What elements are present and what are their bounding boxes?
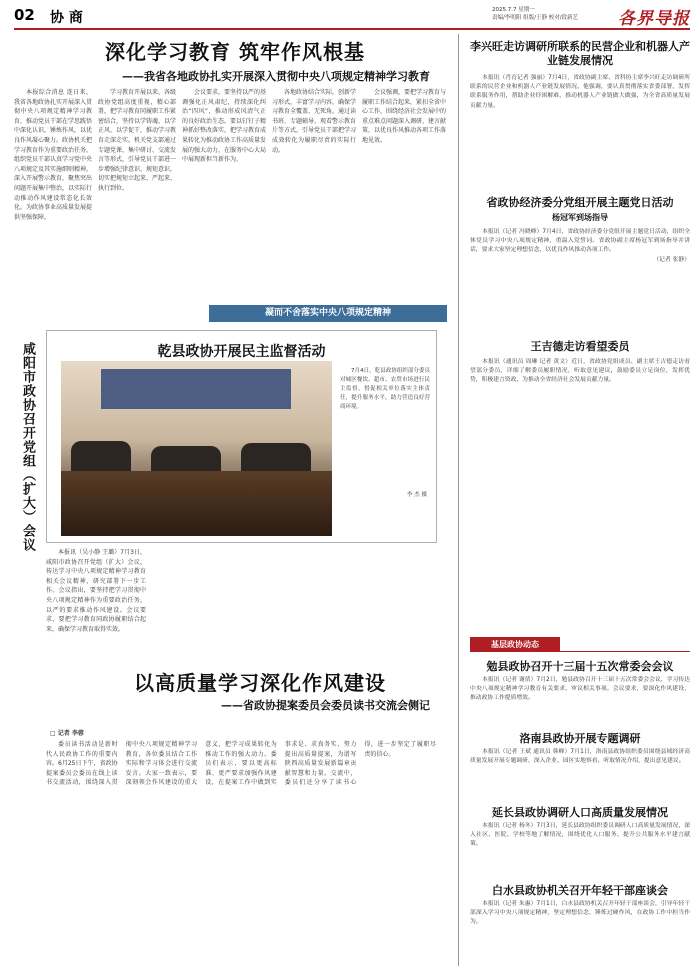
photo-news-box — [46, 330, 437, 543]
section-banner: 基层政协动态 — [470, 637, 560, 652]
right-article-body: 本报讯（记者 朱惠）7月1日，白水县政协机关召开年轻干部座谈会，引导年轻干部深入学习中央八项规定精神，坚定理想信念，锤炼过硬作风，在政协工作中担当作为。 — [470, 901, 690, 926]
byline: □ 记者 李蓉 — [50, 730, 84, 737]
column-divider — [458, 34, 459, 966]
article-column: 会议强调，要把学习教育与履职工作结合起来，紧扣全省中心工作，围绕经济社会发展中的重点难点问题深入调研、建言献策，以优良作风推动各项工作落地见效。 — [362, 89, 446, 144]
right-article-title: 勉县政协召开十三届十五次常委会会议 — [486, 660, 674, 673]
article-column: 本报综合消息 连日来，我省各地政协扎实开展深入贯彻中央八项规定精神学习教育，推动党员干部在学思践悟中深化认识，锤炼作风，以优良作风凝心聚力。政协机关把学习教育作为重要政治任务，组织党员干部认真学习党中央八项规定及其实施细则精神，深入开展警示教育，聚焦突出问题开展集中整治，以实际行动推动作风建设常态化长效化，为政协事业高质量发展提供坚强保障。 — [14, 89, 92, 221]
right-article-title: 李兴旺走访调研所联系的民营企业和机器人产业链发展情况 — [470, 40, 690, 67]
article-column: 委员读书活动是新时代人民政协工作的重要内容。6月25日下午，省政协提案委员会委员在线上读书交流活动，围绕深入贯彻中央八项规定精神学习教育，各位委员结合工作实际和学习体会进行交流发言。大家一致表示，要深刻领会作风建设的重大意义，把学习成果转化为推动工作的强大动力。委员们表示，要以更高标准、更严要求加强作风建设，在提案工作中做到实事求是、求真务实，努力提出高质量提案，为谱写陕西高质量发展新篇章贡献智慧和力量。交流中，委员们还分享了读书心得，进一步坚定了履职尽责的信心。 — [46, 741, 436, 787]
article-column: 学习教育开展以来，各级政协党组高度重视，精心部署，把学习教育同履职工作紧密结合，坚持以学铸魂、以学正风、以学促干，推动学习教育走深走实。机关党支部通过专题党课、集中研讨、交流发言等形式，引导党员干部进一步增强纪律意识、规矩意识，切实把规矩立起来、严起来、执行到位。 — [98, 89, 176, 192]
right-article-title: 省政协经济委分党组开展主题党日活动 — [486, 196, 674, 209]
photo-credit: 李 杰 摄 — [407, 492, 427, 498]
photo-strip-caption: 凝而不舍落实中央八项规定精神 — [209, 305, 447, 322]
article-column: 会议要求，要坚持以严的基调强化正风肃纪，持续深化纠治“四风”，推动形成风清气正的良好政治生态。要以钉钉子精神抓好整改落实，把学习教育成果转化为推动政协工作高质量发展的强大动力，在服务中心大局中展现新担当新作为。 — [182, 89, 266, 164]
right-article-title: 延长县政协调研人口高质量发展情况 — [492, 806, 668, 819]
editor-credits: 责编/李明阳 组版/王静 校对/段新艺 — [492, 15, 579, 21]
article-title: 以高质量学习深化作风建设 — [134, 671, 386, 695]
meeting-photo — [61, 361, 332, 536]
side-article-title: 咸阳市政协召开党组（扩大）会议 — [20, 342, 35, 552]
issue-date: 2025.7.7 星期一 — [492, 7, 535, 13]
article-title: 深化学习教育 筑牢作风根基 — [105, 40, 365, 64]
right-article-title: 洛南县政协开展专题调研 — [519, 732, 641, 745]
right-article-body: 本报讯（通讯员 周琳 记者 黄文）近日，省政协党组成员、副主席王吉德走访看望部分委员，详细了解委员履职情况，听取意见建议，鼓励委员立足岗位，发挥优势，积极建言资政，为推动全省经济社会发展贡献力量。 — [470, 359, 690, 384]
right-article-title: 王吉德走访看望委员 — [530, 340, 630, 353]
audience-silhouette — [241, 443, 311, 473]
article-column: 各地政协结合实际，创新学习形式，丰富学习内容，确保学习教育全覆盖、无死角。通过读书班、专题辅导、观看警示教育片等方式，引导党员干部把学习成效转化为履职尽责的实际行动。 — [272, 89, 356, 154]
newspaper-logo: 各界导报 — [618, 9, 690, 29]
meeting-desk — [61, 471, 332, 536]
right-article-body: 本报讯（肖育记者 强丽）7月4日，省政协副主席、省科协主席李兴旺走访调研所联系的民营企业和机器人产业链发展情况。他强调，要认真贯彻落实省委部署，发挥联系服务作用，帮助企业纾困解难，推动机器人产业链做大做强，为全省高质量发展贡献力量。 — [470, 75, 690, 109]
photo-caption: 7月4日，乾县政协组织部分委员对城区餐饮、超市、农贸市场进行民主监督，督促相关单位落实主体责任，提升服务水平，助力营造良好营商环境。 — [340, 368, 430, 410]
right-article-body: 本报讯（记者 冯晓峰）7月4日，省政协经济委分党组开展主题党日活动，组织全体党员学习中央八项规定精神，重温入党誓词。省政协副主席杨冠军到场指导并讲话，要求大家坚定理想信念，以优良作风推动各项工作。 （记者 张静） — [470, 229, 690, 263]
side-article-body: 本报讯（吴小静 王璐）7月3日，咸阳市政协召开党组（扩大）会议，传达学习中央八项规定精神学习教育相关会议精神，研究部署下一步工作。会议指出，要坚持把学习贯彻中央八项规定精神作为重要政治任务，以严的要求推动作风建设。会议要求，要把学习教育同政协履职结合起来，确保学习教育取得实效。 — [46, 549, 146, 633]
section-name: 协 商 — [50, 10, 83, 26]
page-header — [14, 6, 690, 30]
right-article-body: 本报讯（记者 杨冬）7月3日，延长县政协组织委员调研人口高质量发展情况，深入社区、医院、学校等地了解情况，围绕优化人口服务、提升公共服务水平建言献策。 — [470, 823, 690, 848]
page-number: 02 — [14, 6, 35, 24]
right-article-title: 白水县政协机关召开年轻干部座谈会 — [492, 884, 668, 897]
right-article-subtitle: 杨冠军到场指导 — [552, 213, 608, 222]
article-subtitle: ——我省各地政协扎实开展深入贯彻中央八项规定精神学习教育 — [122, 70, 430, 83]
audience-silhouette — [71, 441, 131, 471]
right-article-body: 本报讯（记者 谢倩）7月2日，勉县政协召开十三届十五次常委会会议，学习传达中央八项规定精神学习教育有关要求，审议相关事项。会议要求，要深化作风建设，推动政协工作提质增效。 — [470, 677, 690, 702]
article-subtitle: ——省政协提案委员会委员读书交流会侧记 — [221, 699, 430, 712]
right-article-body: 本报讯（记者 王斌 通讯员 韩峰）7月1日，洛南县政协组织委员围绕县域经济高质量发展开展专题调研，深入企业、园区实地察看，听取情况介绍，提出意见建议。 — [470, 749, 690, 765]
section-banner-rule — [470, 651, 690, 652]
photo-news-title: 乾县政协开展民主监督活动 — [157, 344, 326, 360]
stage-screen — [101, 369, 291, 409]
